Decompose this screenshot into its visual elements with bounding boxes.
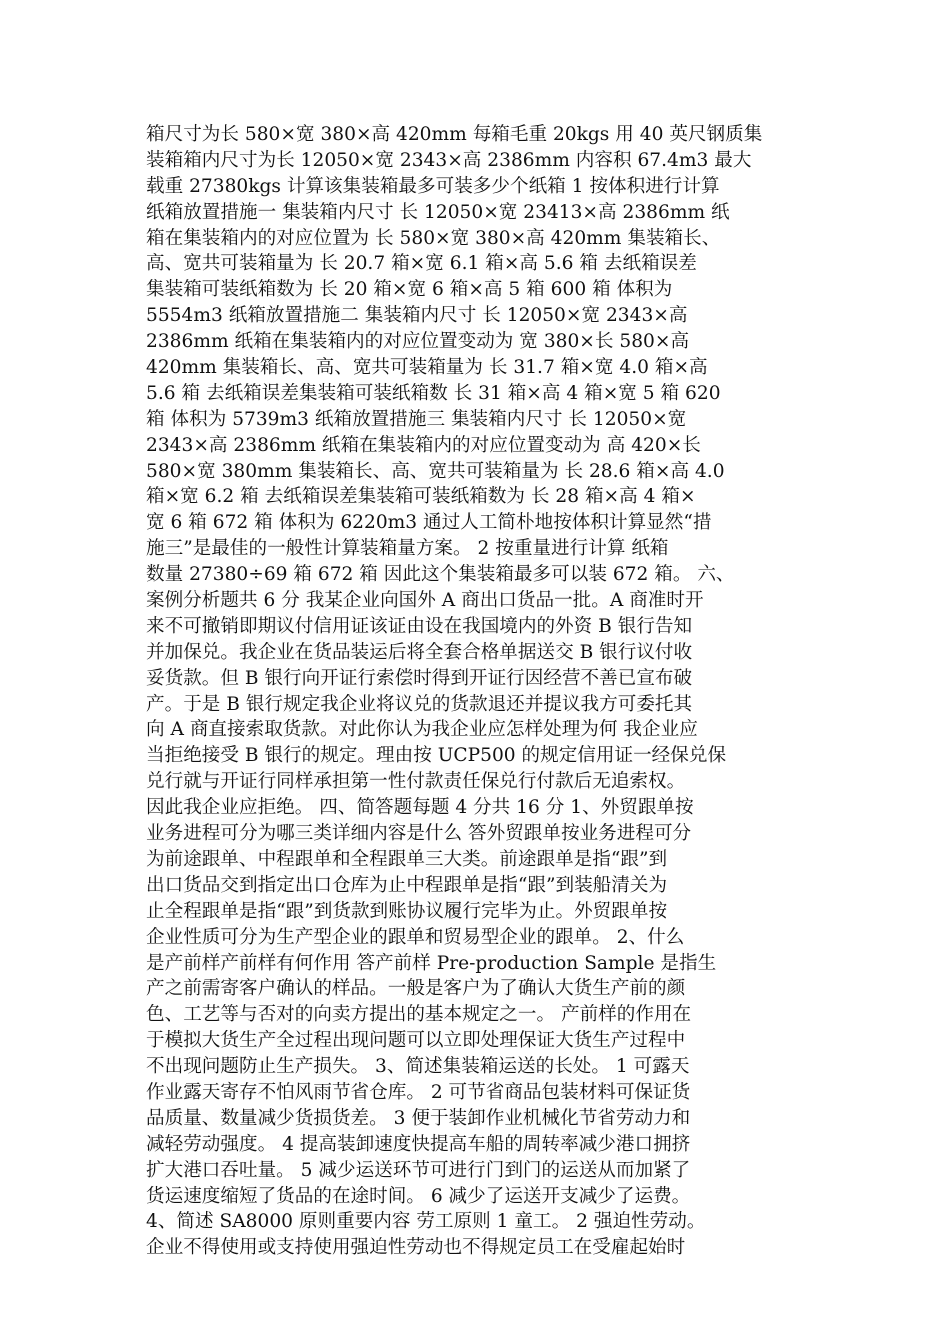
text-line: 来不可撤销即期议付信用证该证由设在我国境内的外资 B 银行告知 xyxy=(146,615,693,637)
text-line: 纸箱放置措施一 集装箱内尺寸 长 12050×宽 23413×高 2386mm 纸 xyxy=(146,201,730,223)
text-line: 不出现问题防止生产损失。 3、简述集装箱运送的长处。 1 可露天 xyxy=(146,1056,690,1078)
text-line: 数量 27380÷69 箱 672 箱 因此这个集装箱最多可以装 672 箱。 六、 xyxy=(146,564,735,586)
text-line: 施三”是最佳的一般性计算装箱量方案。 2 按重量进行计算 纸箱 xyxy=(146,538,669,560)
text-line: 因此我企业应拒绝。 四、简答题每题 4 分共 16 分 1、外贸跟单按 xyxy=(146,797,694,819)
text-line: 案例分析题共 6 分 我某企业向国外 A 商出口货品一批。A 商准时开 xyxy=(146,590,704,612)
text-line: 5554m3 纸箱放置措施二 集装箱内尺寸 长 12050×宽 2343×高 xyxy=(146,305,688,327)
text-line: 产。于是 B 银行规定我企业将议兑的货款退还并提议我方可委托其 xyxy=(146,693,693,715)
text-line: 货运速度缩短了货品的在途时间。 6 减少了运送开支减少了运费。 xyxy=(146,1185,691,1207)
text-line: 箱尺寸为长 580×宽 380×高 420mm 每箱毛重 20kgs 用 40 英尺钢质集 xyxy=(146,124,763,145)
text-line: 色、工艺等与否对的向卖方提出的基本规定之一。 产前样的作用在 xyxy=(146,1004,692,1026)
text-line: 业务进程可分为哪三类详细内容是什么 答外贸跟单按业务进程可分 xyxy=(146,823,692,845)
text-line: 4、简述 SA8000 原则重要内容 劳工原则 1 童工。 2 强迫性劳动。 xyxy=(146,1211,706,1233)
text-line: 580×宽 380mm 集装箱长、高、宽共可装箱量为 长 28.6 箱×高 4.0 xyxy=(146,460,725,482)
text-line: 企业性质可分为生产型企业的跟单和贸易型企业的跟单。 2、什么 xyxy=(146,926,685,948)
text-line: 高、宽共可装箱量为 长 20.7 箱×宽 6.1 箱×高 5.6 箱 去纸箱误差 xyxy=(146,253,697,275)
text-line: 当拒绝接受 B 银行的规定。理由按 UCP500 的规定信用证一经保兑保 xyxy=(146,745,727,767)
text-line: 箱在集装箱内的对应位置为 长 580×宽 380×高 420mm 集装箱长、 xyxy=(146,227,721,249)
text-line: 企业不得使用或支持使用强迫性劳动也不得规定员工在受雇起始时 xyxy=(146,1237,686,1259)
text-line: 品质量、数量减少货损货差。 3 便于装卸作业机械化节省劳动力和 xyxy=(146,1107,691,1129)
text-line: 出口货品交到指定出口仓库为止中程跟单是指“跟”到装船清关为 xyxy=(146,874,668,896)
text-line: 向 A 商直接索取货款。对此你认为我企业应怎样处理为何 我企业应 xyxy=(146,719,698,741)
text-line: 装箱箱内尺寸为长 12050×宽 2343×高 2386mm 内容积 67.4m3 最大 xyxy=(146,149,752,171)
text-line: 于模拟大货生产全过程出现问题可以立即处理保证大货生产过程中 xyxy=(146,1030,686,1052)
text-line: 420mm 集装箱长、高、宽共可装箱量为 长 31.7 箱×宽 4.0 箱×高 xyxy=(146,357,708,379)
text-line: 箱 体积为 5739m3 纸箱放置措施三 集装箱内尺寸 长 12050×宽 xyxy=(146,408,687,430)
text-line: 并加保兑。我企业在货品装运后将全套合格单据送交 B 银行议付收 xyxy=(146,641,693,663)
text-line: 为前途跟单、中程跟单和全程跟单三大类。前途跟单是指“跟”到 xyxy=(146,848,668,870)
text-line: 箱×宽 6.2 箱 去纸箱误差集装箱可装纸箱数为 长 28 箱×高 4 箱× xyxy=(146,486,696,508)
text-line: 宽 6 箱 672 箱 体积为 6220m3 通过人工简朴地按体积计算显然“措 xyxy=(146,512,712,534)
text-line: 扩大港口吞吐量。 5 减少运送环节可进行门到门的运送从而加紧了 xyxy=(146,1159,691,1181)
text-line: 2386mm 纸箱在集装箱内的对应位置变动为 宽 380×长 580×高 xyxy=(146,331,690,353)
text-line: 止全程跟单是指“跟”到货款到账协议履行完毕为止。外贸跟单按 xyxy=(146,900,668,922)
text-line: 是产前样产前样有何作用 答产前样 Pre-production Sample 是指生 xyxy=(146,952,717,974)
body-text xyxy=(146,122,808,1261)
text-line: 妥货款。但 B 银行向开证行索偿时得到开证行因经营不善已宣布破 xyxy=(146,667,693,689)
text-line: 集装箱可装纸箱数为 长 20 箱×宽 6 箱×高 5 箱 600 箱 体积为 xyxy=(146,279,673,301)
text-line: 5.6 箱 去纸箱误差集装箱可装纸箱数 长 31 箱×高 4 箱×宽 5 箱 620 xyxy=(146,382,721,404)
text-line: 载重 27380kgs 计算该集装箱最多可装多少个纸箱 1 按体积进行计算 xyxy=(146,175,720,197)
text-line: 2343×高 2386mm 纸箱在集装箱内的对应位置变动为 高 420×长 xyxy=(146,434,701,456)
text-line: 作业露天寄存不怕风雨节省仓库。 2 可节省商品包装材料可保证货 xyxy=(146,1081,691,1103)
text-line: 兑行就与开证行同样承担第一性付款责任保兑行付款后无追索权。 xyxy=(146,771,686,793)
text-line: 产之前需寄客户确认的样品。一般是客户为了确认大货生产前的颜 xyxy=(146,978,686,1000)
text-line: 减轻劳动强度。 4 提高装卸速度快提高车船的周转率减少港口拥挤 xyxy=(146,1133,691,1155)
